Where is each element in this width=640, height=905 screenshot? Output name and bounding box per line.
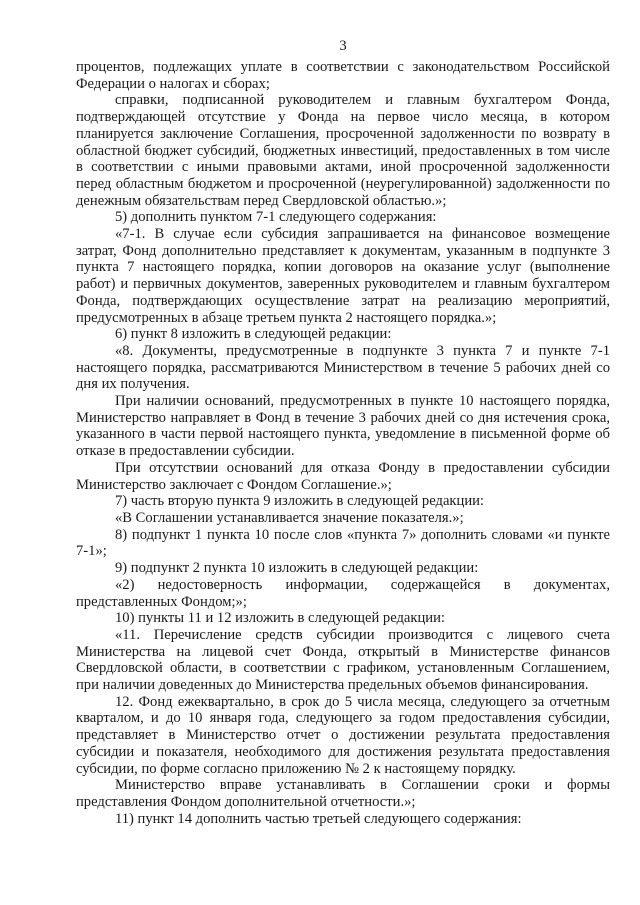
paragraph-clause-7-1: «7-1. В случае если субсидия запрашивается на финансовое возмещение затрат, Фонд дополнительно представляет к документам, указанным в подпункте 3 пункта 7 настоящего порядка, копии договоров на оказание услуг (выполнение работ) и первичных документов, заверенных руководителем и главным бухгалтером Фонда, подтверждающих осуществление затрат на реализацию мероприятий, предусмотренных в абзаце третьем пункта 2 настоящего порядка.»; [76, 226, 610, 326]
paragraph-clause-9-text: «В Соглашении устанавливается значение показателя.»; [115, 509, 464, 526]
paragraph-clause-12: 12. Фонд ежеквартально, в срок до 5 числа месяца, следующего за отчетным кварталом, и до 10 января года, следующего за годом предоставления субсидии, представляет в Министерство отчет о достижении результата предоставления субсидии и показателя, необходимого для достижения результата предоставления субсидии, по форме согласно приложению № 2 к настоящему порядку. [76, 693, 610, 777]
paragraph-amendment-7: 7) часть вторую пункта 9 изложить в следующей редакции: [115, 493, 484, 510]
paragraph-certificate: справки, подписанной руководителем и главным бухгалтером Фонда, подтверждающей отсутствие у Фонда на первое число месяца, в котором планируется заключение Соглашения, просроченной задолженности по возврату в областной бюджет субсидий, бюджетных инвестиций, предоставленных в том числе в соответствии с иными правовыми актами, иной просроченной задолженности перед областным бюджетом и просроченной (неурегулированной) задолженности по денежным обязательствам перед Свердловской областью.»; [76, 92, 610, 209]
paragraph-amendment-8: 8) подпункт 1 пункта 10 после слов «пункта 7» дополнить словами «и пункте 7-1»; [76, 526, 610, 560]
paragraph-clause-8-part-3: При отсутствии оснований для отказа Фонду в предоставлении субсидии Министерство заключает с Фондом Соглашение.»; [76, 459, 610, 493]
paragraph-clause-8: «8. Документы, предусмотренные в подпункте 3 пункта 7 и пункте 7-1 настоящего порядка, рассматриваются Министерством в течение 5 рабочих дней со дня их получения. [76, 342, 610, 393]
paragraph-amendment-6: 6) пункт 8 изложить в следующей редакции: [115, 326, 392, 343]
paragraph-clause-12-part-2: Министерство вправе устанавливать в Соглашении сроки и формы представления Фондом дополнительной отчетности.»; [76, 777, 610, 810]
paragraph-amendment-9: 9) подпункт 2 пункта 10 изложить в следующей редакции: [115, 560, 479, 577]
paragraph-amendment-5: 5) дополнить пунктом 7-1 следующего содержания: [115, 209, 437, 226]
paragraph-clause-8-part-2: При наличии оснований, предусмотренных в пункте 10 настоящего порядка, Министерство направляет в Фонд в течение 3 рабочих дней со дня истечения срока, указанного в части первой настоящего пункта, уведомление в письменной форме об отказе в предоставлении субсидии. [76, 393, 610, 460]
page-number: 3 [339, 38, 347, 54]
paragraph-clause-11: «11. Перечисление средств субсидии производится с лицевого счета Министерства на лицевой счет Фонда, открытый в Министерстве финансов Свердловской области, в соответствии с графиком, установленным Соглашением, при наличии доведенных до Министерства предельных объемов финансирования. [76, 626, 610, 694]
paragraph-clause-10-2: «2) недостоверность информации, содержащейся в документах, представленных Фондом;»; [76, 576, 610, 610]
paragraph-continuation: процентов, подлежащих уплате в соответствии с законодательством Российской Федерации о налогах и сборах; [76, 59, 610, 92]
paragraph-amendment-11: 11) пункт 14 дополнить частью третьей следующего содержания: [115, 810, 522, 827]
paragraph-amendment-10: 10) пункты 11 и 12 изложить в следующей редакции: [115, 610, 445, 627]
document-page [76, 38, 610, 827]
